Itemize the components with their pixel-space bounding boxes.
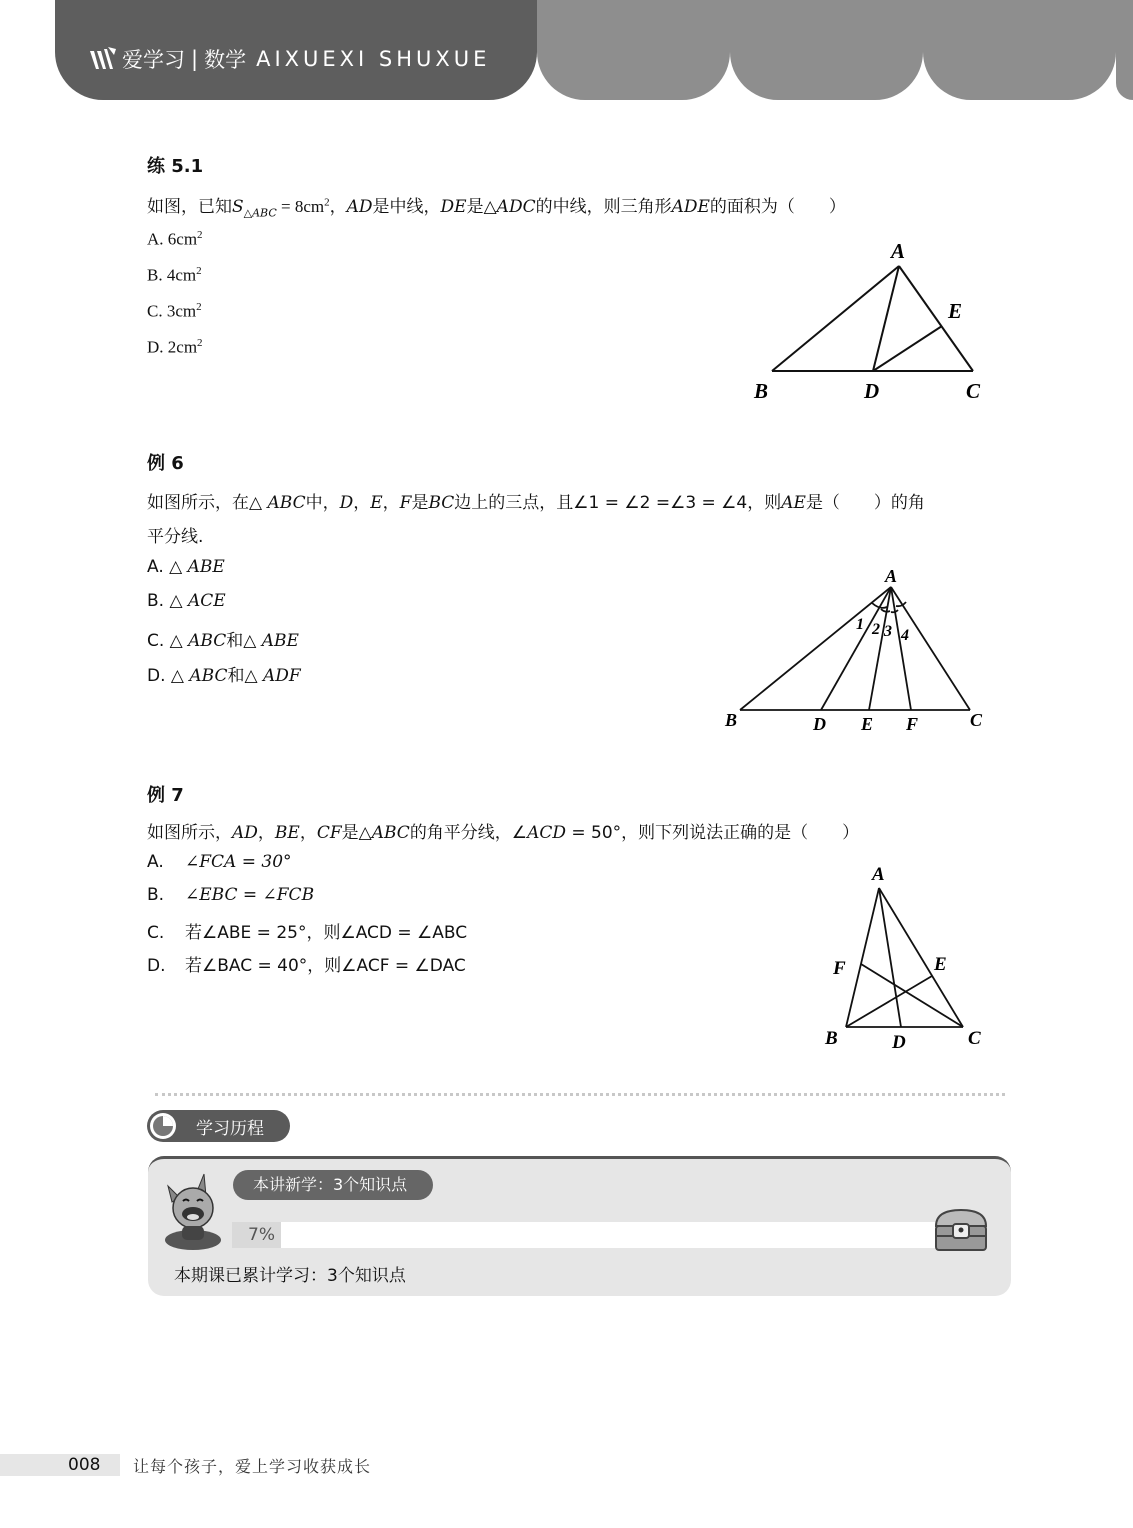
ex51-q-math: ADE bbox=[671, 197, 710, 217]
option-sup: 2 bbox=[196, 301, 202, 313]
ex7-figure bbox=[815, 860, 1005, 1060]
ex7-option-d[interactable] bbox=[147, 951, 466, 976]
ex7-q-part: 的角平分线，∠ bbox=[409, 823, 528, 843]
ex51-q-part: 如图，已知 bbox=[147, 197, 232, 217]
header-tab-edge bbox=[1116, 0, 1133, 100]
progress-percent: 7% bbox=[248, 1225, 275, 1245]
ex51-q-part: 的中线，则三角形 bbox=[535, 197, 672, 217]
ex7-side-ac bbox=[879, 888, 963, 1027]
ex51-figure bbox=[740, 230, 1010, 410]
ex7-bisector-cf bbox=[861, 964, 963, 1027]
ex51-question bbox=[147, 192, 846, 219]
ex6-q-math: ABC bbox=[267, 493, 306, 513]
ex51-option-a[interactable] bbox=[147, 229, 203, 250]
brand-en: AIXUEXI SHUXUE bbox=[256, 47, 491, 71]
brand-separator: | bbox=[191, 47, 199, 71]
ex6-angle-4: 4 bbox=[901, 627, 909, 644]
option-label: A. bbox=[147, 852, 164, 872]
ex6-angle-1: 1 bbox=[856, 616, 864, 633]
option-label: C. 3cm bbox=[147, 301, 197, 321]
header-tab-1 bbox=[537, 0, 730, 100]
ex6-option-c[interactable] bbox=[147, 626, 299, 651]
ex7-side-ab bbox=[846, 888, 879, 1027]
section-divider bbox=[155, 1093, 1005, 1096]
ex6-angle-3: 3 bbox=[884, 623, 892, 640]
ex51-side-ab bbox=[772, 266, 899, 371]
total-learned: 本期课已累计学习：3个知识点 bbox=[174, 1266, 406, 1286]
ex6-option-d[interactable] bbox=[147, 661, 301, 686]
ex51-q-part: 的面积为（ ） bbox=[709, 197, 846, 217]
option-prefix: A. △ bbox=[147, 557, 188, 577]
ex6-q-math: E bbox=[370, 493, 383, 513]
option-label: B. 4cm bbox=[147, 265, 197, 285]
option-math: ABC bbox=[189, 666, 228, 686]
ex7-title: 例 7 bbox=[147, 785, 184, 806]
ex7-q-math: BE bbox=[274, 823, 300, 843]
ex51-q-part: ， bbox=[329, 197, 347, 217]
ex7-q-part: 如图所示， bbox=[147, 823, 232, 843]
ex6-q-part: 是（ ）的角 bbox=[805, 493, 925, 513]
ex51-q-math: S bbox=[232, 197, 244, 217]
pie-icon-graphic bbox=[150, 1113, 176, 1139]
brand bbox=[88, 44, 490, 74]
ex6-q-math: BC bbox=[428, 493, 455, 513]
ex51-q-part: 是中线， bbox=[372, 197, 441, 217]
page-number-box bbox=[0, 1454, 120, 1476]
ex7-q-math: ACD bbox=[527, 823, 566, 843]
treasure-chest-icon bbox=[932, 1206, 990, 1254]
option-label: D. 2cm bbox=[147, 337, 198, 357]
ex6-angle-2: 2 bbox=[872, 621, 880, 638]
ex7-bisector-be bbox=[846, 976, 932, 1027]
ex6-option-a[interactable] bbox=[147, 557, 225, 577]
mascot-icon bbox=[160, 1168, 240, 1254]
ex7-label-c: C bbox=[968, 1028, 981, 1049]
ex6-label-a: A bbox=[885, 566, 898, 586]
option-text: ∠EBC = ∠FCB bbox=[185, 885, 315, 905]
ex6-angle-arc-2 bbox=[881, 609, 890, 612]
ex51-label-e: E bbox=[948, 299, 963, 323]
ex6-question-line1 bbox=[147, 488, 925, 513]
ex7-label-d: D bbox=[892, 1032, 906, 1053]
ex6-q-part: ， bbox=[353, 493, 371, 513]
ex7-label-b: B bbox=[825, 1028, 838, 1049]
ex7-q-part: ， bbox=[299, 823, 317, 843]
ex6-q-math: D bbox=[339, 493, 354, 513]
ex6-q-part: 中， bbox=[305, 493, 340, 513]
ex7-label-f: F bbox=[833, 958, 846, 979]
ex51-label-b: B bbox=[754, 379, 769, 403]
ex6-q-part: 是 bbox=[411, 493, 429, 513]
option-mid: 和△ bbox=[226, 631, 262, 651]
ex6-q-part: 边上的三点，且∠1 = ∠2 =∠3 = ∠4，则 bbox=[454, 493, 782, 513]
ex7-label-e: E bbox=[934, 954, 947, 975]
option-math: ABC bbox=[188, 631, 227, 651]
ex51-q-eq: = 8cm bbox=[276, 197, 325, 216]
ex6-q-math: F bbox=[399, 493, 412, 513]
ex6-q-part: ， bbox=[382, 493, 400, 513]
ex7-q-math: AD bbox=[232, 823, 258, 843]
option-sup: 2 bbox=[197, 229, 203, 241]
ex51-option-c[interactable] bbox=[147, 301, 202, 322]
option-math: ADF bbox=[262, 666, 301, 686]
option-math: ABE bbox=[187, 557, 225, 577]
history-title: 学习历程 bbox=[196, 1119, 264, 1139]
ex7-option-c[interactable] bbox=[147, 918, 467, 943]
ex6-title: 例 6 bbox=[147, 453, 184, 474]
subject-cn: 数学 bbox=[204, 48, 247, 72]
ex7-option-a[interactable] bbox=[147, 852, 292, 872]
page-number: 008 bbox=[68, 1455, 101, 1475]
ex6-question-line2: 平分线. bbox=[147, 527, 204, 547]
ex6-figure bbox=[720, 560, 1000, 740]
ex51-q-math: DE bbox=[440, 197, 467, 217]
ex6-label-e: E bbox=[861, 714, 874, 734]
footer-slogan: 让每个孩子，爱上学习收获成长 bbox=[133, 1457, 372, 1476]
option-text: 若∠ABE = 25°，则∠ACD = ∠ABC bbox=[185, 923, 468, 943]
option-label: A. 6cm bbox=[147, 229, 198, 249]
ex6-label-f: F bbox=[906, 714, 919, 734]
progress-track bbox=[232, 1222, 937, 1248]
header-tab-2 bbox=[730, 0, 923, 100]
option-prefix: C. △ bbox=[147, 631, 189, 651]
ex6-q-math: AE bbox=[781, 493, 806, 513]
ex51-q-part: 是△ bbox=[466, 197, 497, 217]
option-prefix: B. △ bbox=[147, 591, 188, 611]
option-label: D. bbox=[147, 956, 166, 976]
option-label: C. bbox=[147, 923, 165, 943]
ex7-q-part: ， bbox=[257, 823, 275, 843]
option-mid: 和△ bbox=[227, 666, 263, 686]
option-text: 若∠BAC = 40°，则∠ACF = ∠DAC bbox=[185, 956, 466, 976]
ex6-label-c: C bbox=[970, 710, 983, 730]
option-text: ∠FCA = 30° bbox=[185, 852, 292, 872]
option-label: B. bbox=[147, 885, 165, 905]
ex7-q-part: = 50°，则下列说法正确的是（ ） bbox=[565, 823, 860, 843]
option-math: ABE bbox=[261, 631, 299, 651]
ex6-label-d: D bbox=[813, 714, 826, 734]
brand-logo-icon bbox=[88, 45, 118, 73]
brand-cn: 爱学习 bbox=[122, 48, 185, 72]
new-learned-badge: 本讲新学：3个知识点 bbox=[233, 1170, 433, 1200]
ex51-option-d[interactable] bbox=[147, 337, 203, 358]
ex51-median-ad bbox=[873, 266, 899, 371]
option-prefix: D. △ bbox=[147, 666, 190, 686]
header-tab-3 bbox=[923, 0, 1116, 100]
ex7-q-math: CF bbox=[316, 823, 342, 843]
ex7-q-part: 是△ bbox=[341, 823, 372, 843]
ex6-option-b[interactable] bbox=[147, 591, 226, 611]
ex7-question bbox=[147, 818, 859, 843]
pie-icon bbox=[150, 1113, 176, 1139]
option-sup: 2 bbox=[196, 265, 202, 277]
ex6-q-part: 如图所示，在△ bbox=[147, 493, 268, 513]
ex51-title: 练 5.1 bbox=[147, 156, 204, 177]
ex7-label-a: A bbox=[872, 864, 885, 885]
option-sup: 2 bbox=[197, 337, 203, 349]
ex51-option-b[interactable] bbox=[147, 265, 202, 286]
ex51-label-d: D bbox=[864, 379, 880, 403]
ex51-q-math: AD bbox=[346, 197, 373, 217]
ex51-q-sub: △ABC bbox=[243, 206, 277, 220]
ex51-q-sup: 2 bbox=[324, 196, 330, 209]
ex7-option-b[interactable] bbox=[147, 885, 314, 905]
ex6-label-b: B bbox=[725, 710, 738, 730]
ex7-q-math: ABC bbox=[371, 823, 410, 843]
ex51-label-c: C bbox=[966, 379, 981, 403]
ex51-q-math: ADC bbox=[496, 197, 536, 217]
ex51-label-a: A bbox=[891, 239, 906, 263]
ex6-side-ab bbox=[740, 587, 891, 710]
option-math: ACE bbox=[187, 591, 226, 611]
